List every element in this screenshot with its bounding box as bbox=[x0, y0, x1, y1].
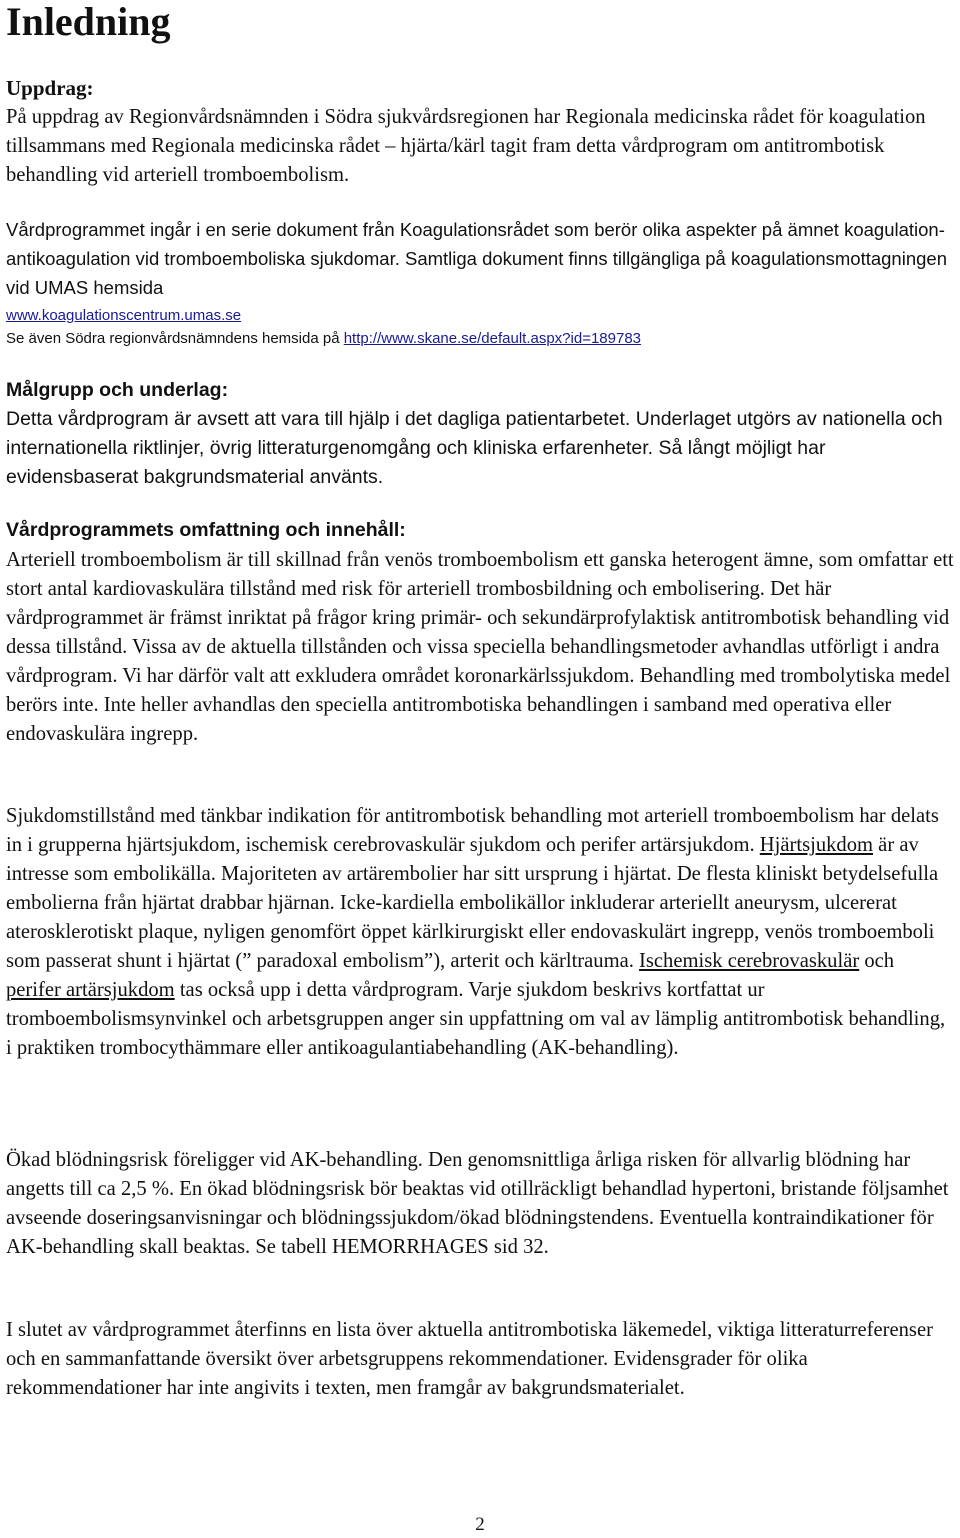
uppdrag-paragraph-1: På uppdrag av Regionvårdsnämnden i Södra sjukvårdsregionen har Regionala medicinska rådet för koagulation tillsammans med Regionala medicinska rådet – hjärta/kärl tagit fram detta vårdprogram om antitrombotisk behandling vid arteriell tromboembolism. bbox=[6, 106, 926, 186]
p2-text-c: och bbox=[859, 950, 895, 972]
omfattning-paragraph-3: Ökad blödningsrisk föreligger vid AK-behandling. Den genomsnittliga årliga risken för allvarlig blödning har angetts till ca 2,5 %. En ökad blödningsrisk bör beaktas vid otillräckligt behandlad hypertoni, bristande följsamhet avseende doseringsanvisningar och blödningssjukdom/ökad blödningstendens. Eventuella kontraindikationer för AK-behandling skall beaktas. Se tabell HEMORRHAGES sid 32. bbox=[6, 1149, 949, 1258]
malgrupp-heading: Målgrupp och underlag: bbox=[6, 379, 229, 401]
ischemisk-cerebrovaskular-link[interactable]: Ischemisk cerebrovaskulär bbox=[639, 950, 860, 972]
p2-text-a: Sjukdomstillstånd med tänkbar indikation för antitrombotisk behandling mot arteriell tromboembolism har delats in i grupperna hjärtsjukdom, ischemisk cerebrovaskulär sjukdom och perifer artärsjukdom. bbox=[6, 805, 939, 856]
see-also-text: Se även Södra regionvårdsnämndens hemsida på bbox=[6, 330, 344, 347]
omfattning-paragraph-1: Arteriell tromboembolism är till skillnad från venös tromboembolism ett ganska heterogent ämne, som omfattar ett stort antal kardiovaskulära tillstånd med risk för arteriell trombosbildning och embolisering. Det här vårdprogrammet är främst inriktat på frågor kring primär- och sekundärprofylaktisk antitrombotisk behandling vid dessa tillstånd. Vissa av de aktuella tillstånden och vissa speciella behandlingsmetoder avhandlas utförligt i andra vårdprogram. Vi har därför valt att exkludera området koronarkärlssjukdom. Behandling med trombolytiska medel berörs inte. Inte heller avhandlas den speciella antitrombotiska behandlingen i samband med operativa eller endovaskulära ingrepp. bbox=[6, 549, 954, 745]
p2-text-d: tas också upp i detta vårdprogram. Varje sjukdom beskrivs kortfattat ur tromboembolismsynvinkel och arbetsgruppen anger sin uppfattning om val av lämplig antitrombotisk behandling, i praktiken trombocythämmare eller antikoagulantiabehandling (AK-behandling). bbox=[6, 979, 946, 1059]
skane-link[interactable]: http://www.skane.se/default.aspx?id=189783 bbox=[343, 330, 642, 347]
link-row-1 bbox=[6, 305, 954, 327]
uppdrag-heading: Uppdrag: bbox=[6, 76, 94, 100]
malgrupp-paragraph: Detta vårdprogram är avsett att vara till hjälp i det dagliga patientarbetet. Underlaget utgörs av nationella och internationella riktlinjer, övrig litteraturgenomgång och kliniska erfarenheter. Så långt möjligt har evidensbaserat bakgrundsmaterial använts. bbox=[6, 408, 943, 488]
perifer-artarsjukdom-link[interactable]: perifer artärsjukdom bbox=[6, 979, 175, 1001]
p2-text-b: är av intresse som embolikälla. Majoriteten av artärembolier har sitt ursprung i hjärtat. De flesta kliniskt betydelsefulla embolierna från hjärtat drabbar hjärnan. Icke-kardiella embolikällor inkluderar arteriellt aneurysm, ulcererat aterosklerotiskt plaque, nyligen genomfört öppet kärlkirurgiskt eller endovaskulärt ingrepp, venös tromboemboli som passerat shunt i hjärtat (” paradoxal embolism”), arterit och kärltrauma. bbox=[6, 834, 939, 972]
page-title: Inledning bbox=[6, 0, 171, 44]
koagulationscentrum-link[interactable]: www.koagulationscentrum.umas.se bbox=[6, 307, 242, 324]
page-number: 2 bbox=[475, 1514, 485, 1535]
see-also-row bbox=[6, 328, 954, 350]
omfattning-paragraph-2 bbox=[6, 802, 954, 1063]
hjartsjukdom-link[interactable]: Hjärtsjukdom bbox=[759, 834, 874, 856]
omfattning-paragraph-4: I slutet av vårdprogrammet återfinns en lista över aktuella antitrombotiska läkemedel, viktiga litteraturreferenser och en sammanfattande översikt över arbetsgruppens rekommendationer. Evidensgrader för olika rekommendationer har inte angivits i texten, men framgår av bakgrundsmaterialet. bbox=[6, 1319, 933, 1399]
omfattning-heading: Vårdprogrammets omfattning och innehåll: bbox=[6, 519, 406, 541]
uppdrag-paragraph-2: Vårdprogrammet ingår i en serie dokument från Koagulationsrådet som berör olika aspekter på ämnet koagulation-antikoagulation vid tromboemboliska sjukdomar. Samtliga dokument finns tillgängliga på koagulationsmottagningen vid UMAS hemsida bbox=[6, 219, 947, 298]
